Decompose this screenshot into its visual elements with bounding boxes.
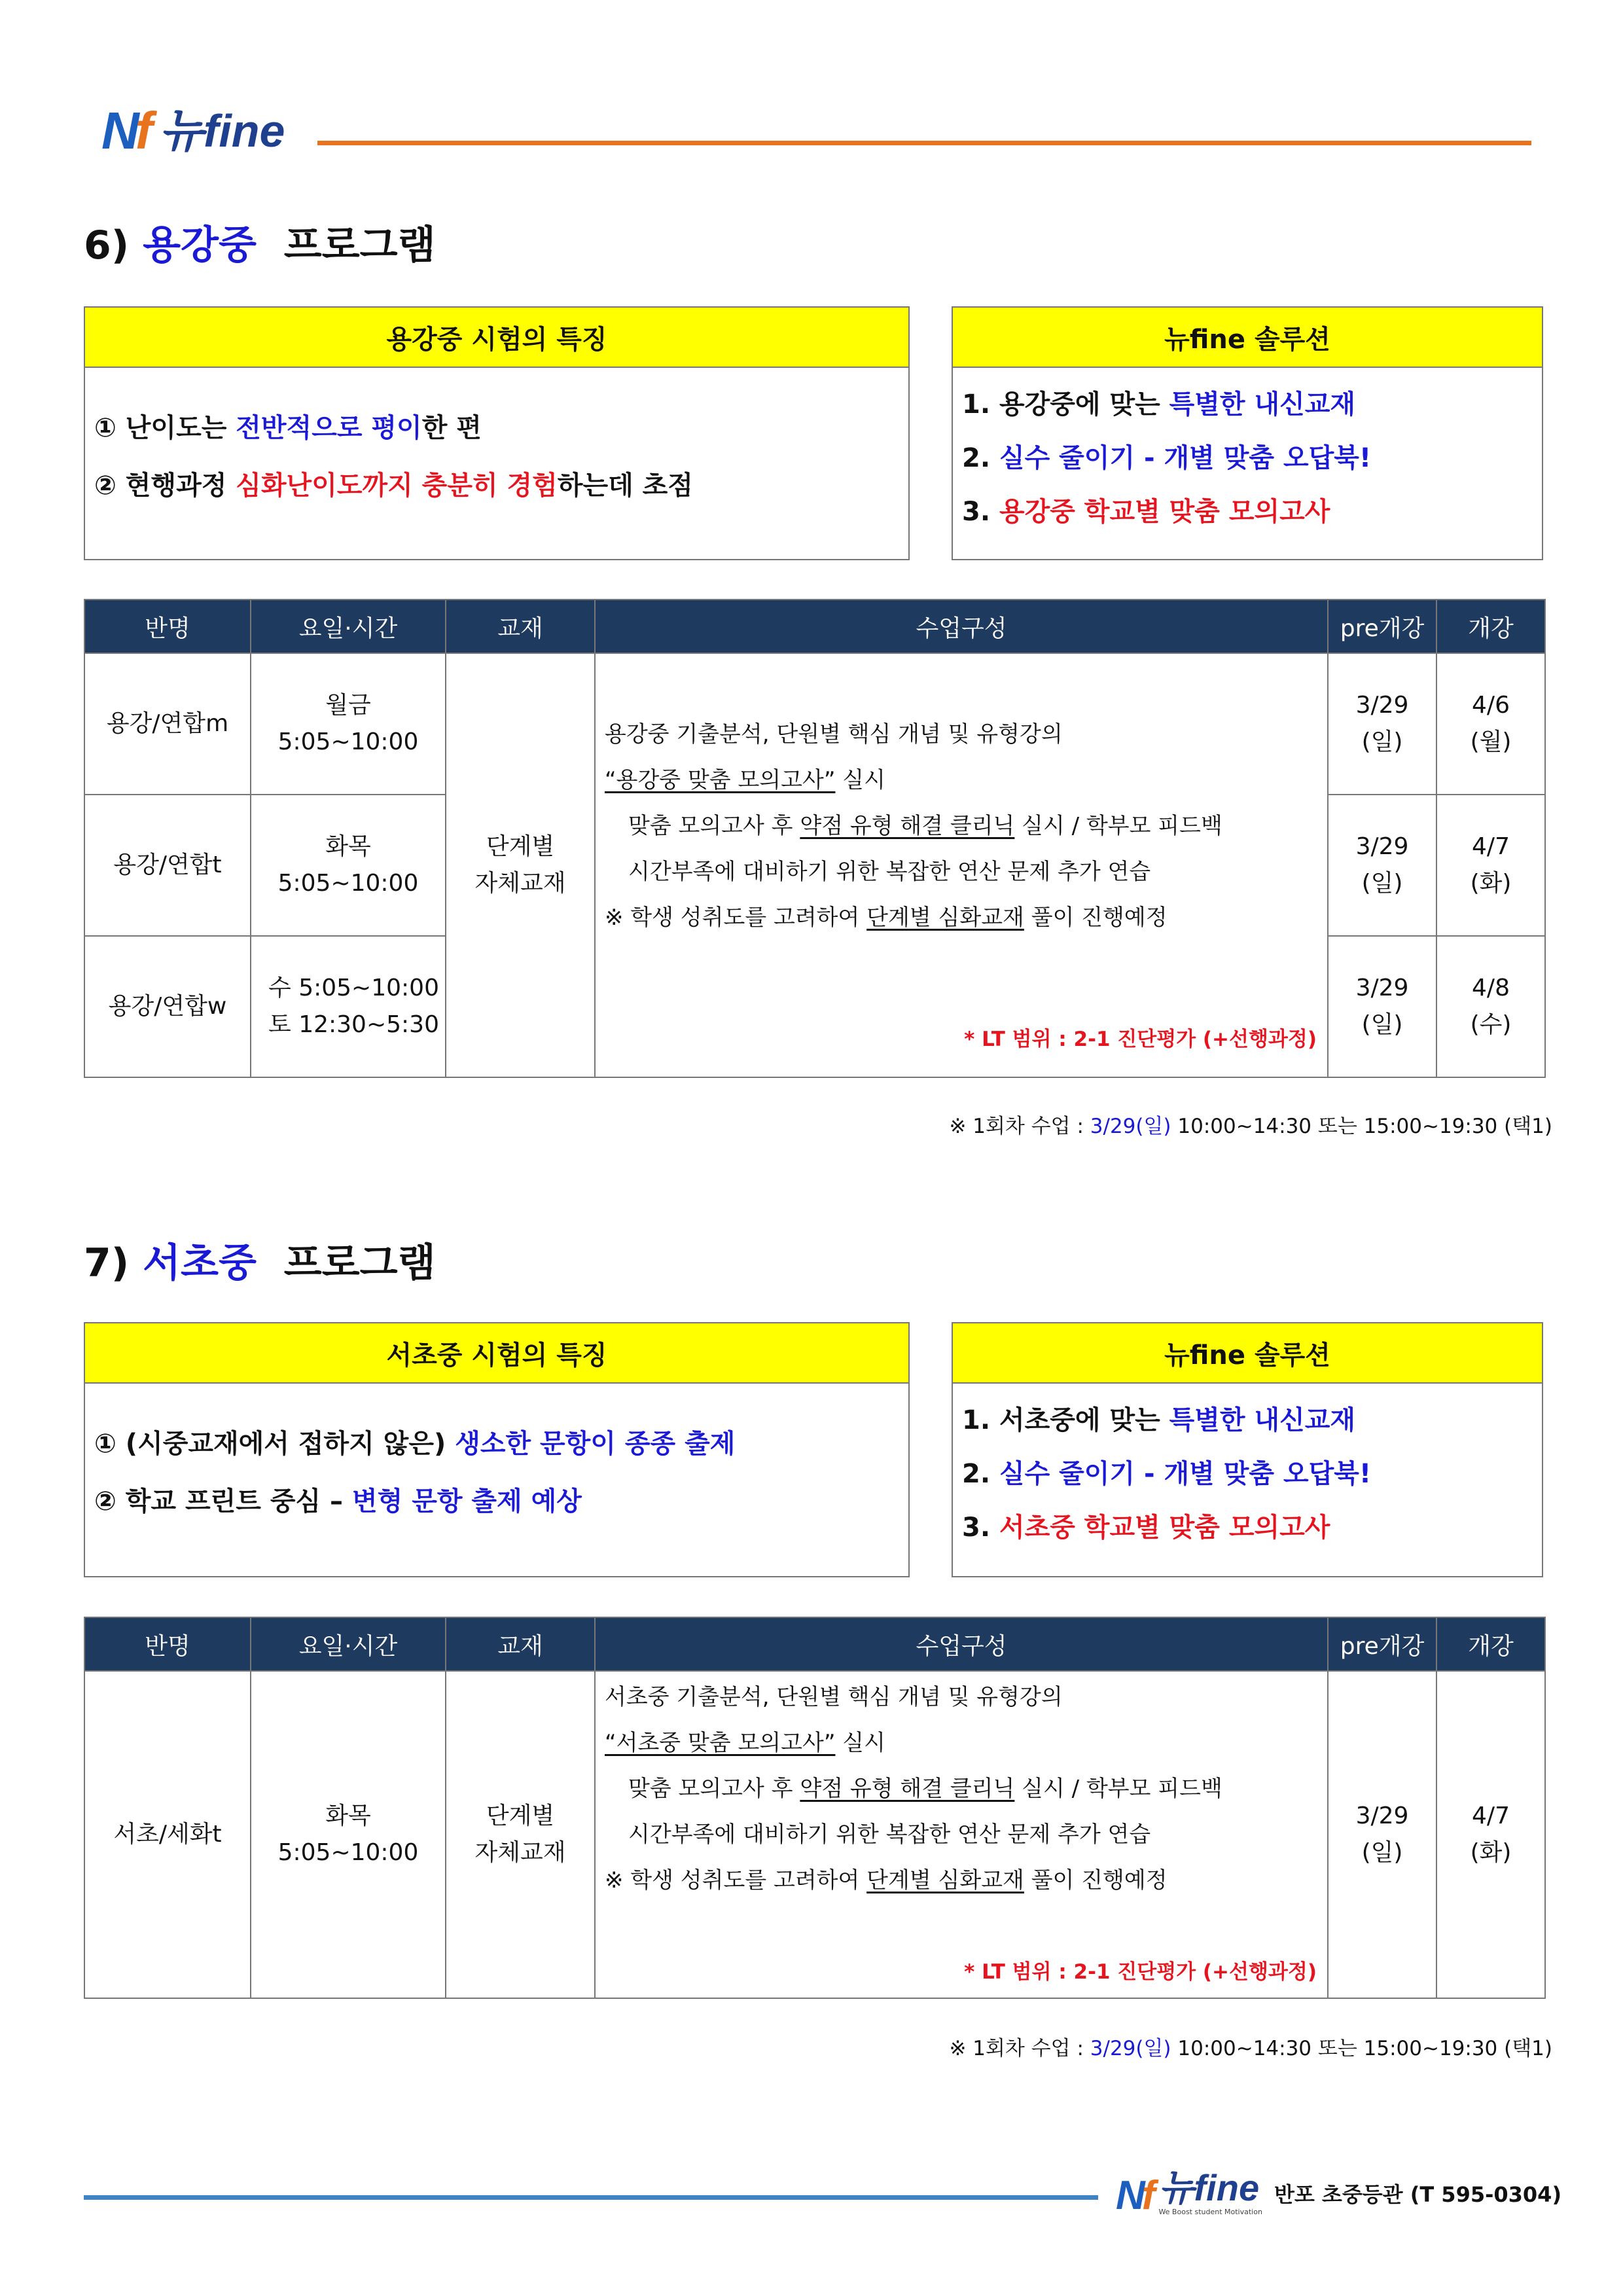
class-content: 서초중 기출분석, 단원별 핵심 개념 및 유형강의 “서초중 맞춤 모의고사” 실시 맞춤 모의고사 후 약점 유형 해결 클리닉 실시 / 학부모 피드백 시간부족에 대비하기 위한 복잡한 연산 문제 추가 연습 ※ 학생 성취도를 고려하여 단계별 심화교재 풀이 진행예정 * LT 범위 : 2-1 진단평가 (+선행과정) <box>595 1671 1328 1998</box>
schedule-table-6 <box>84 599 1546 1078</box>
first-class-note: ※ 1회차 수업 : 3/29(일) 10:00~14:30 또는 15:00~19:30 (택1) <box>949 2037 1552 2060</box>
pre-start: 3/29 (일) <box>1328 936 1436 1077</box>
class-name: 용강/연합w <box>84 936 251 1077</box>
table-row <box>84 1671 1545 1998</box>
col-header: 요일·시간 <box>251 600 446 653</box>
material: 단계별 자체교재 <box>446 653 595 1077</box>
footer-logo-mark-icon: Nf <box>1116 2173 1152 2218</box>
footer-tagline: We Boost student Motivation <box>1158 2208 1262 2216</box>
text-segment: 3. <box>962 497 999 527</box>
col-header: 수업구성 <box>595 1617 1328 1671</box>
footer-brand <box>1158 2167 1262 2216</box>
class-time: 수 5:05~10:00 토 12:30~5:30 <box>251 936 446 1077</box>
solution-line <box>962 499 1533 525</box>
highlight-text: 심화난이도까지 충분히 경험 <box>236 471 558 501</box>
col-header: 반명 <box>84 1617 251 1671</box>
text-segment: 3. <box>962 1513 999 1543</box>
text-segment: 1. 서초중에 맞는 <box>962 1405 1169 1435</box>
highlight-text: 실수 줄이기 - 개별 맞춤 오답북! <box>999 443 1372 473</box>
footer-branch-info: 반포 초중등관 (T 595-0304) <box>1274 2182 1562 2207</box>
solution-line <box>962 1461 1533 1487</box>
pre-start: 3/29 (일) <box>1328 653 1436 795</box>
start: 4/7 (화) <box>1436 1671 1545 1998</box>
class-name: 서초/세화t <box>84 1671 251 1998</box>
footer <box>1116 2167 1562 2218</box>
text-segment: 2. <box>962 443 999 473</box>
table-header-row <box>84 1617 1545 1671</box>
text-segment: 한 편 <box>421 413 482 443</box>
solution-title: 뉴fine 솔루션 <box>953 1323 1542 1384</box>
header-logo <box>101 98 285 164</box>
solution-line <box>962 391 1533 418</box>
header-divider <box>317 141 1531 145</box>
solution-body <box>953 391 1542 525</box>
highlight-text: 서초중 학교별 맞춤 모의고사 <box>999 1513 1330 1543</box>
pre-start: 3/29 (일) <box>1328 1671 1436 1998</box>
highlight-text: 용강중 학교별 맞춤 모의고사 <box>999 497 1330 527</box>
highlight-text: 변형 문항 출제 예상 <box>351 1486 582 1516</box>
solution-line <box>962 1515 1533 1541</box>
features-box-6 <box>84 306 910 560</box>
section-title-6: 6) 용강중 프로그램 <box>84 223 436 268</box>
col-header: 교재 <box>446 600 595 653</box>
schedule-table-7 <box>84 1617 1546 1999</box>
class-time: 월금 5:05~10:00 <box>251 653 446 795</box>
col-header: 요일·시간 <box>251 1617 446 1671</box>
footer-logo-text: 뉴fine <box>1158 2167 1260 2208</box>
highlight-text: 생소한 문항이 종종 출제 <box>455 1429 736 1459</box>
material: 단계별 자체교재 <box>446 1671 595 1998</box>
text-segment: 1. 용강중에 맞는 <box>962 389 1169 420</box>
solution-title: 뉴fine 솔루션 <box>953 308 1542 368</box>
text-segment: ① (시중교재에서 접하지 않은) <box>94 1429 455 1459</box>
text-segment: ② 학교 프린트 중심 – <box>94 1486 352 1516</box>
text-segment: ② 현행과정 <box>94 471 236 501</box>
col-header: pre개강 <box>1328 600 1436 653</box>
col-header: pre개강 <box>1328 1617 1436 1671</box>
logo-mark-icon: Nf <box>101 101 149 160</box>
col-header: 개강 <box>1436 1617 1545 1671</box>
feature-line <box>94 1431 899 1457</box>
class-content: 용강중 기출분석, 단원별 핵심 개념 및 유형강의 “용강중 맞춤 모의고사” 실시 맞춤 모의고사 후 약점 유형 해결 클리닉 실시 / 학부모 피드백 시간부족에 대비하기 위한 복잡한 연산 문제 추가 연습 ※ 학생 성취도를 고려하여 단계별 심화교재 풀이 진행예정 * LT 범위 : 2-1 진단평가 (+선행과정) <box>595 653 1328 1077</box>
table-header-row <box>84 600 1545 653</box>
lt-note: * LT 범위 : 2-1 진단평가 (+선행과정) <box>964 1028 1317 1051</box>
col-header: 교재 <box>446 1617 595 1671</box>
lt-note: * LT 범위 : 2-1 진단평가 (+선행과정) <box>964 1960 1317 1984</box>
feature-line <box>94 415 899 441</box>
col-header: 반명 <box>84 600 251 653</box>
solution-body <box>953 1407 1542 1541</box>
pre-start: 3/29 (일) <box>1328 795 1436 936</box>
col-header: 개강 <box>1436 600 1545 653</box>
highlight-text: 전반적으로 평이 <box>236 413 422 443</box>
features-title: 용강중 시험의 특징 <box>85 308 908 368</box>
solution-box-7 <box>952 1322 1543 1577</box>
class-name: 용강/연합t <box>84 795 251 936</box>
solution-line <box>962 1407 1533 1433</box>
col-header: 수업구성 <box>595 600 1328 653</box>
feature-line <box>94 473 899 499</box>
class-time: 화목 5:05~10:00 <box>251 1671 446 1998</box>
start: 4/7 (화) <box>1436 795 1545 936</box>
solution-box-6 <box>952 306 1543 560</box>
highlight-text: 특별한 내신교재 <box>1169 389 1356 420</box>
start: 4/8 (수) <box>1436 936 1545 1077</box>
features-body <box>85 415 908 499</box>
first-class-note: ※ 1회차 수업 : 3/29(일) 10:00~14:30 또는 15:00~19:30 (택1) <box>949 1115 1552 1138</box>
footer-divider <box>84 2195 1098 2200</box>
feature-line <box>94 1488 899 1515</box>
logo-text: 뉴fine <box>159 105 285 156</box>
start: 4/6 (월) <box>1436 653 1545 795</box>
highlight-text: 특별한 내신교재 <box>1169 1405 1356 1435</box>
class-time: 화목 5:05~10:00 <box>251 795 446 936</box>
text-segment: ① 난이도는 <box>94 413 236 443</box>
features-title: 서초중 시험의 특징 <box>85 1323 908 1384</box>
text-segment: 2. <box>962 1459 999 1489</box>
text-segment: 하는데 초점 <box>557 471 693 501</box>
class-name: 용강/연합m <box>84 653 251 795</box>
highlight-text: 실수 줄이기 - 개별 맞춤 오답북! <box>999 1459 1372 1489</box>
table-row <box>84 653 1545 795</box>
features-body <box>85 1431 908 1515</box>
solution-line <box>962 445 1533 471</box>
features-box-7 <box>84 1322 910 1577</box>
section-title-7: 7) 서초중 프로그램 <box>84 1240 436 1286</box>
